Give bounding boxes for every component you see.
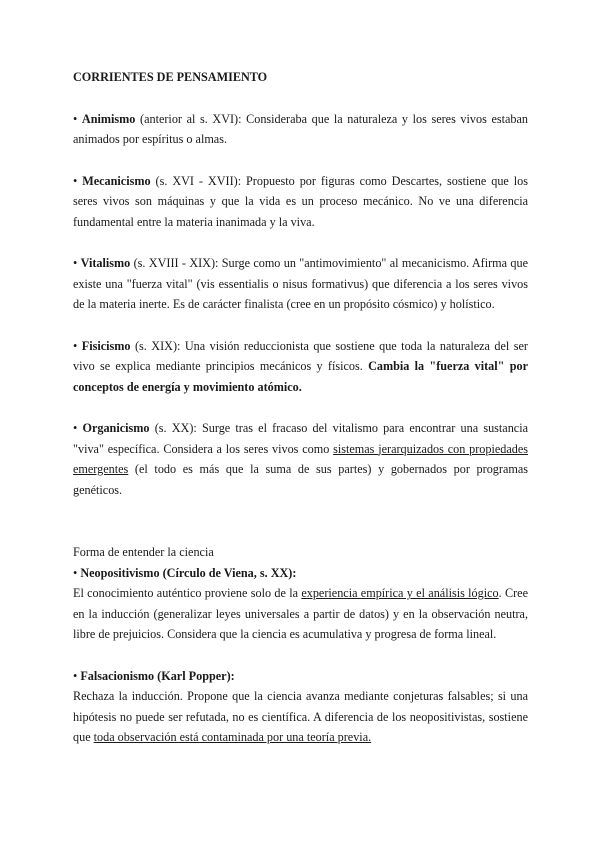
current-text: (anterior al s. XVI): Consideraba que la naturaleza y los seres vivos estaban animados por espíritus o almas. [73, 111, 528, 146]
current-mecanicismo [73, 171, 528, 233]
current-name: Organicismo [82, 421, 150, 435]
document-content [73, 67, 528, 748]
text-end: . Cree en la inducción (generalizar leyes universales a partir de datos) y en la observación neutra, libre de prejuicios. Considera que la ciencia es acumulativa y progresa de forma lineal. [73, 586, 528, 641]
neopositivism-title [73, 563, 528, 584]
page-title: CORRIENTES DE PENSAMIENTO [73, 70, 268, 84]
science-heading: Forma de entender la ciencia [73, 545, 214, 559]
underlined-text: experiencia empírica y el análisis lógico [301, 586, 499, 600]
current-name: Fisicismo [81, 338, 131, 353]
bullet: • [73, 668, 78, 683]
text-start: Rechaza la inducción. Propone que la ciencia avanza mediante conjeturas falsables; si una hipótesis no puede ser refutada, no es científica. A diferencia de los neopositivistas, sostiene que [73, 689, 528, 744]
bullet: • [73, 421, 78, 435]
current-organicismo [73, 418, 528, 500]
current-text: (s. XIX): Una visión reduccionista que sostiene que toda la naturaleza del ser vivo se explica mediante principios mecánicos y físicos. [73, 338, 528, 373]
current-name: Vitalismo [80, 256, 131, 270]
bullet: • [73, 338, 78, 353]
current-fisicismo [73, 336, 528, 398]
bullet: • [73, 111, 78, 126]
underlined-text: toda observación está contaminada por una teoría previa. [93, 730, 372, 744]
spacer [73, 521, 528, 542]
falsacionism-title [73, 666, 528, 687]
current-text-end: (el todo es más que la suma de sus partes) y gobernados por programas genéticos. [73, 462, 528, 497]
neopositivism-title-text: Neopositivismo (Círculo de Viena, s. XX): [80, 565, 297, 580]
bullet: • [73, 173, 78, 188]
current-vitalismo [73, 253, 528, 315]
bullet: • [73, 565, 78, 580]
current-name: Animismo [81, 111, 136, 126]
current-text: (s. XVIII - XIX): Surge como un "antimovimiento" al mecanicismo. Afirma que existe una "fuerza vital" (vis essentialis o nisus formativus) que diferencia a los seres vivos de la materia inerte. Es de carácter finalista (cree en un propósito cósmico) y holístico. [73, 256, 529, 311]
underlined-text: sistemas jerarquizados con propiedades emergentes [73, 441, 528, 476]
text-start: El conocimiento auténtico proviene solo de la [73, 586, 302, 600]
falsacionism-title-text: Falsacionismo (Karl Popper): [80, 668, 235, 683]
current-text: (s. XX): Surge tras el fracaso del vitalismo para encontrar una sustancia "viva" específica. Considera a los seres vivos como [73, 421, 528, 456]
falsacionism-text [73, 686, 528, 748]
current-bold-text: Cambia la "fuerza vital" por conceptos de energía y movimiento atómico. [73, 359, 528, 394]
current-name: Mecanicismo [82, 173, 151, 188]
current-text: (s. XVI - XVII): Propuesto por figuras como Descartes, sostiene que los seres vivos son máquinas y que la vida es un proceso mecánico. No ve una diferencia fundamental entre la materia inanimada y la viva. [73, 173, 528, 229]
bullet: • [73, 256, 78, 270]
current-animismo [73, 109, 528, 150]
neopositivism-text [73, 583, 528, 645]
